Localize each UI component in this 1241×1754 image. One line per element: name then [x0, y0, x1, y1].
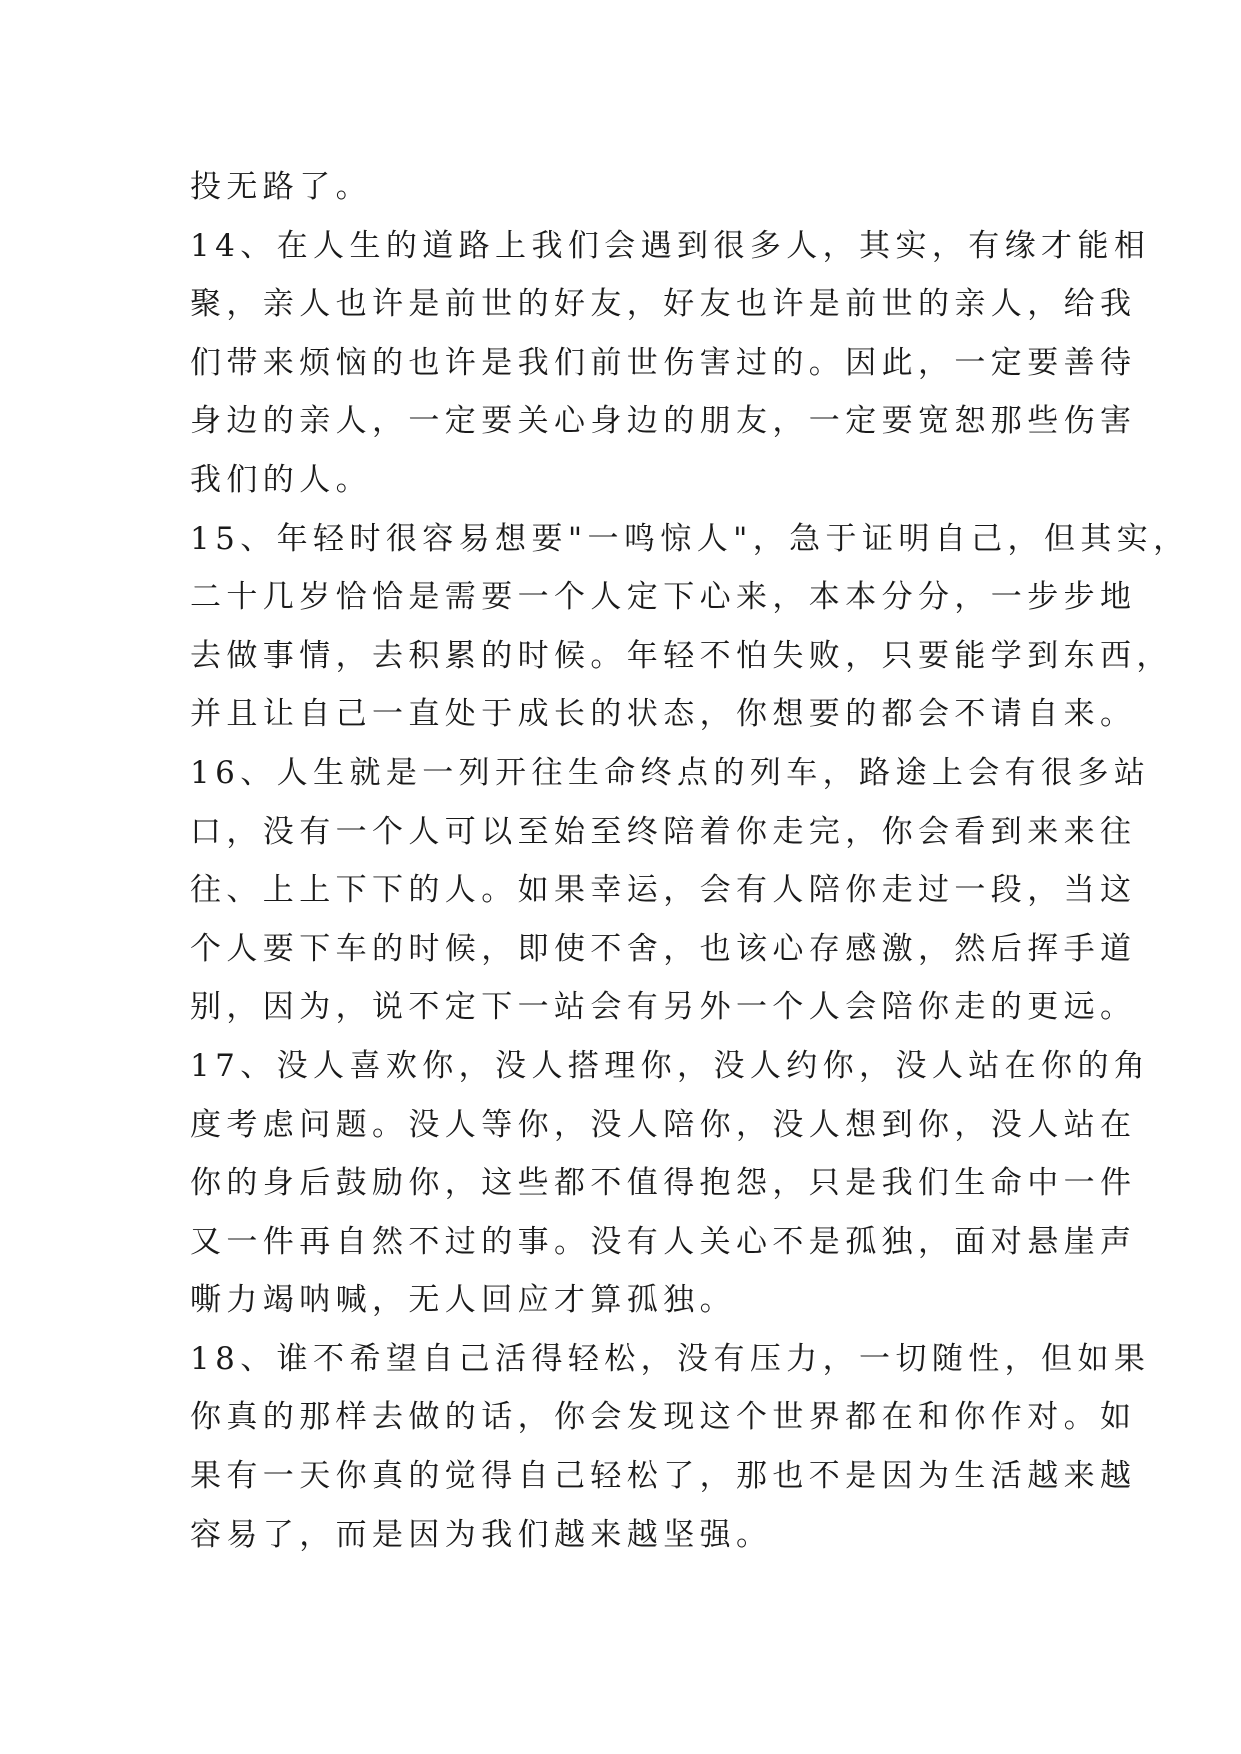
text-line-5: 身边的亲人，一定要关心身边的朋友，一定要宽恕那些伤害 [190, 403, 1137, 440]
text-line-19: 又一件再自然不过的事。没有人关心不是孤独，面对悬崖声 [190, 1223, 1137, 1260]
text-line-14: 个人要下车的时候，即使不舍，也该心存感激，然后挥手道 [190, 930, 1137, 967]
text-line-16: 17、没人喜欢你，没人搭理你，没人约你，没人站在你的角 [190, 1047, 1151, 1084]
text-line-6: 我们的人。 [190, 461, 372, 498]
text-line-23: 果有一天你真的觉得自己轻松了，那也不是因为生活越来越 [190, 1458, 1137, 1495]
text-line-13: 往、上上下下的人。如果幸运，会有人陪你走过一段，当这 [190, 872, 1137, 909]
text-line-21: 18、谁不希望自己活得轻松，没有压力，一切随性，但如果 [190, 1340, 1151, 1377]
text-line-17: 度考虑问题。没人等你，没人陪你，没人想到你，没人站在 [190, 1106, 1137, 1143]
text-line-2: 14、在人生的道路上我们会遇到很多人，其实，有缘才能相 [190, 227, 1151, 264]
document-body [190, 158, 1190, 1564]
text-line-1: 投无路了。 [190, 169, 372, 205]
text-line-10: 并且让自己一直处于成长的状态，你想要的都会不请自来。 [190, 696, 1137, 733]
text-line-18: 你的身后鼓励你，这些都不值得抱怨，只是我们生命中一件 [190, 1165, 1137, 1202]
text-line-11: 16、人生就是一列开往生命终点的列车，路途上会有很多站 [190, 754, 1151, 791]
text-line-24: 容易了，而是因为我们越来越坚强。 [190, 1516, 773, 1553]
text-line-15: 别，因为，说不定下一站会有另外一个人会陪你走的更远。 [190, 989, 1137, 1026]
text-line-12: 口，没有一个人可以至始至终陪着你走完，你会看到来来往 [190, 813, 1137, 850]
text-line-3: 聚，亲人也许是前世的好友，好友也许是前世的亲人，给我 [190, 286, 1137, 323]
text-line-20: 嘶力竭呐喊，无人回应才算孤独。 [190, 1282, 736, 1319]
text-line-4: 们带来烦恼的也许是我们前世伤害过的。因此，一定要善待 [190, 344, 1137, 381]
text-line-8: 二十几岁恰恰是需要一个人定下心来，本本分分，一步步地 [190, 579, 1137, 616]
text-line-9: 去做事情，去积累的时候。年轻不怕失败，只要能学到东西， [190, 637, 1173, 674]
text-line-22: 你真的那样去做的话，你会发现这个世界都在和你作对。如 [190, 1399, 1137, 1436]
text-line-7: 15、年轻时很容易想要"一鸣惊人"，急于证明自己，但其实， [190, 520, 1190, 557]
